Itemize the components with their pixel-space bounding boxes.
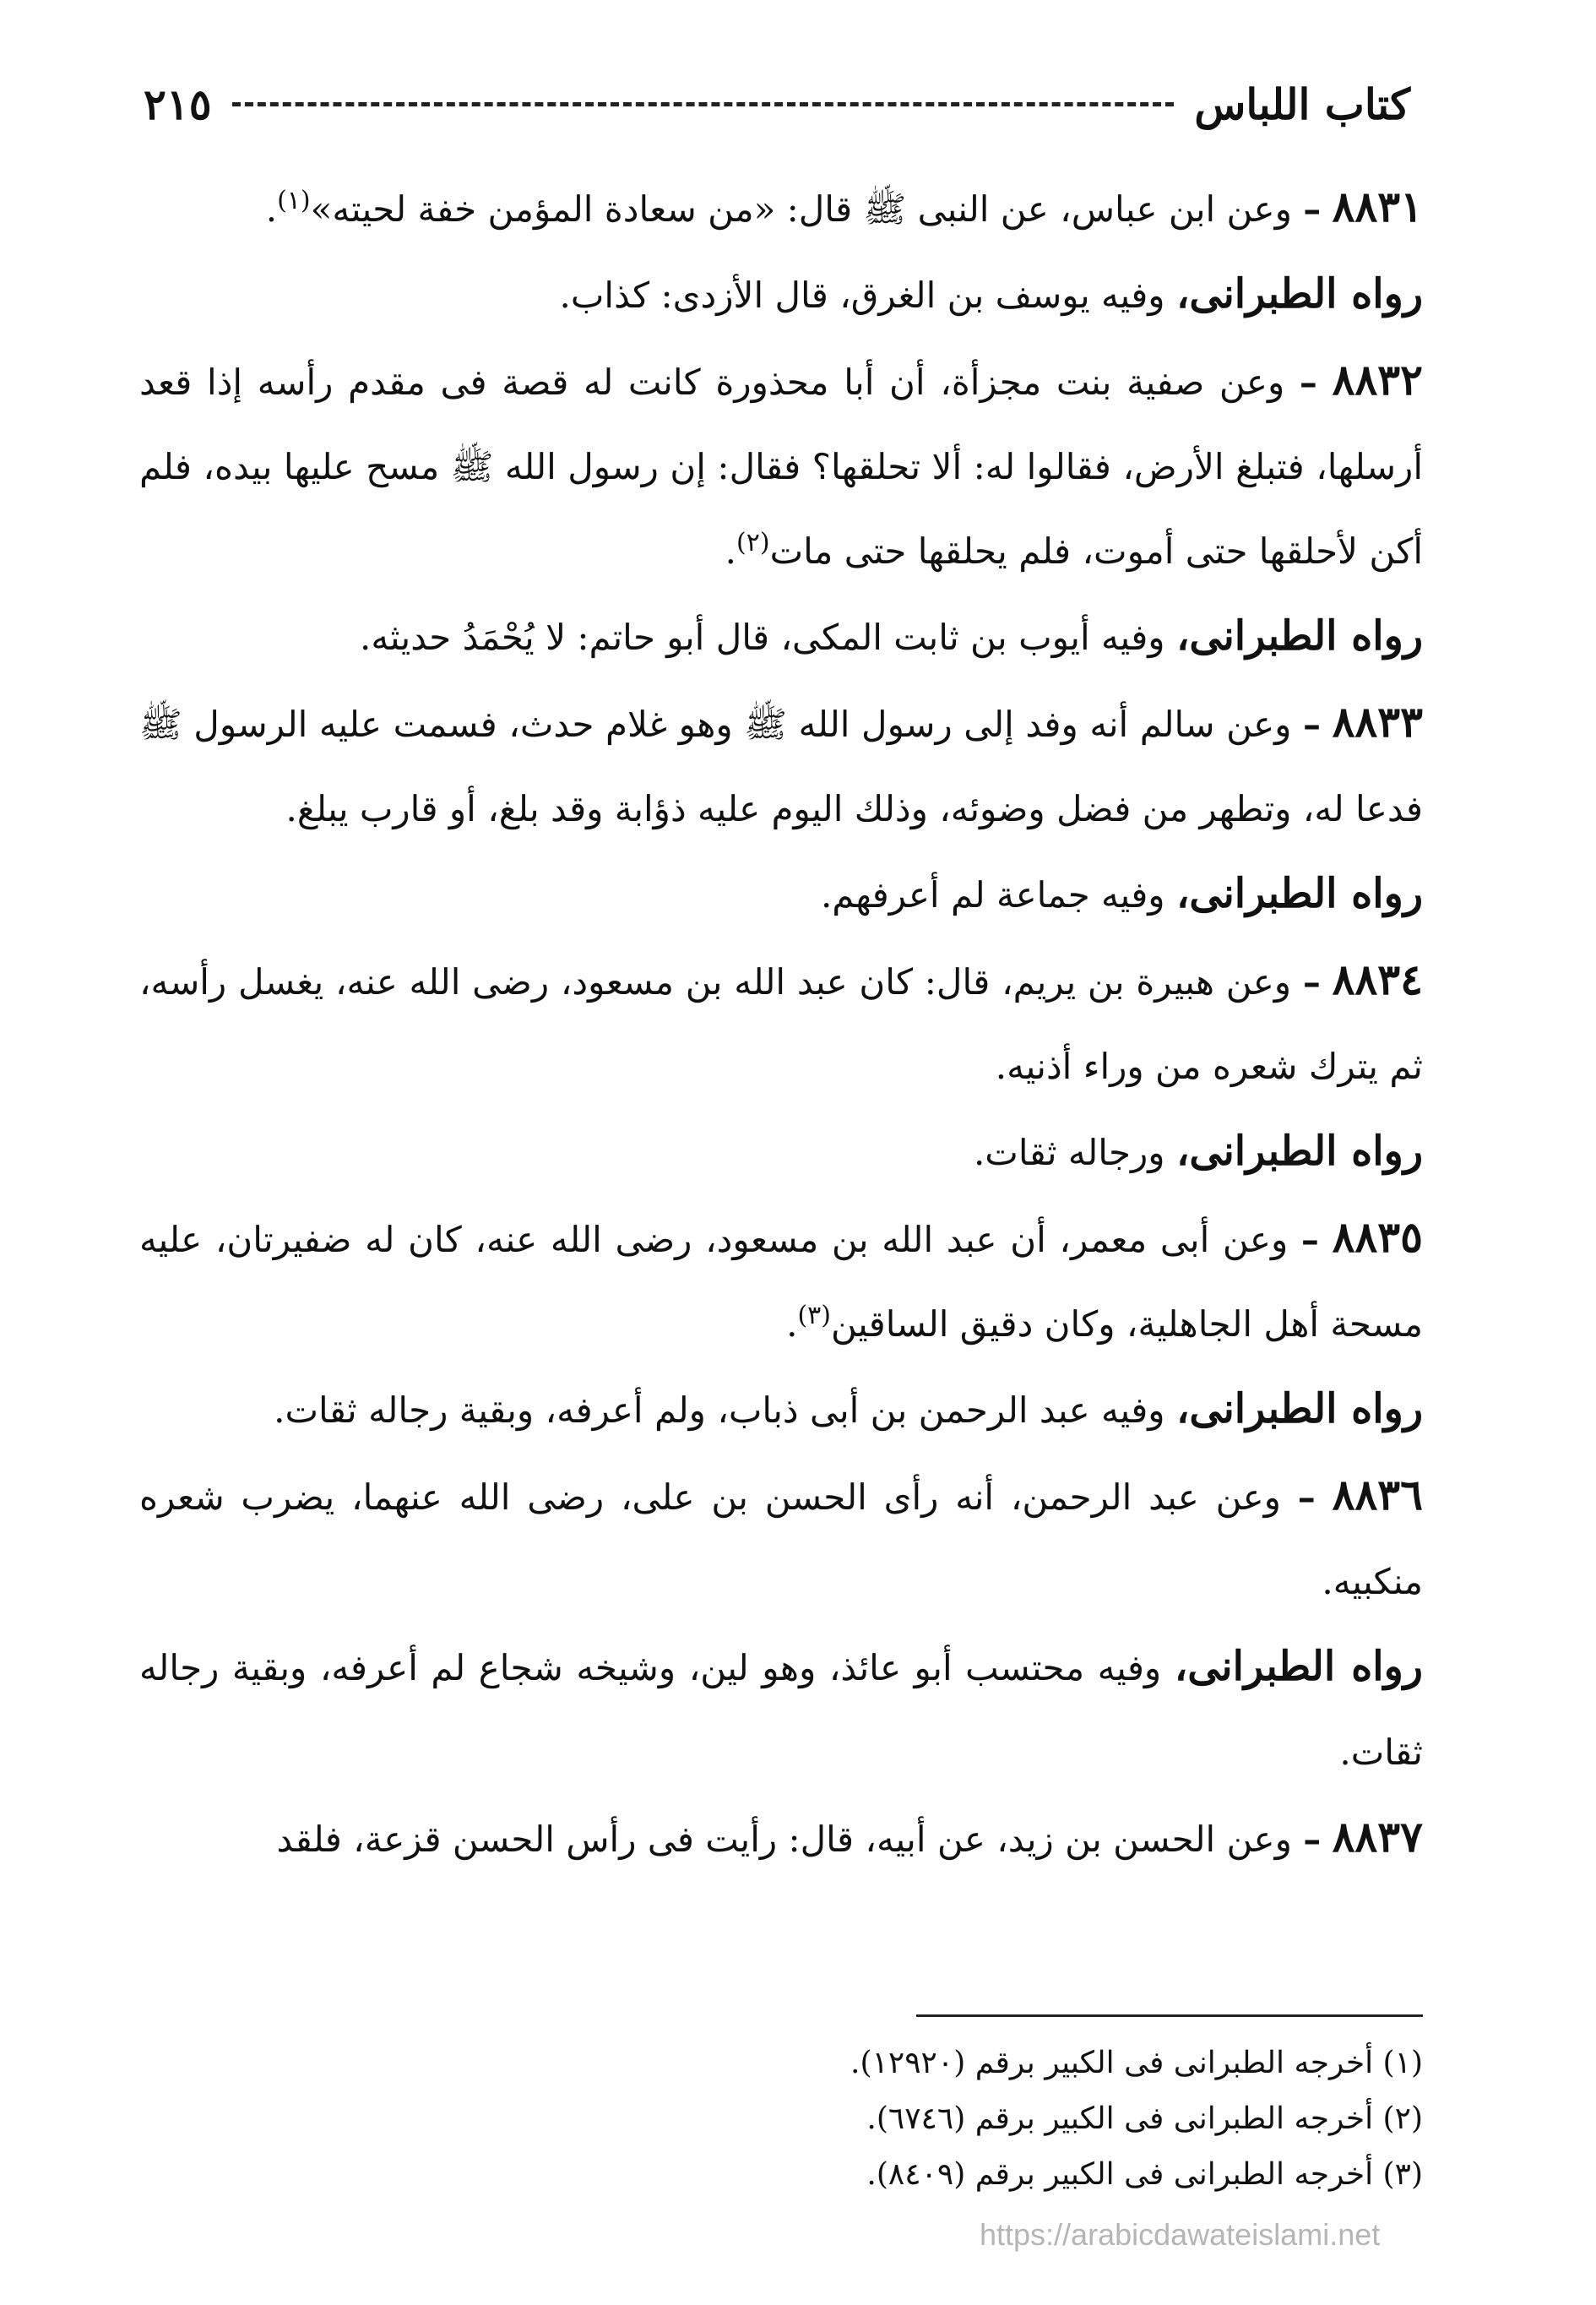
- page-number: ٢١٥: [144, 79, 212, 129]
- entry-dash: –: [1300, 1219, 1319, 1260]
- footnotes: [139, 2036, 1423, 2203]
- hadith-number: ٨٨٣٢: [1332, 355, 1423, 405]
- hadith-text: وعن الحسن بن زيد، عن أبيه، قال: رأيت فى رأس الحسن قزعة، فلقد: [276, 1818, 1292, 1860]
- entry-dash: –: [1297, 1476, 1316, 1518]
- footnote: (١) أخرجه الطبرانى فى الكبير برقم (١٢٩٢٠).: [850, 2046, 1423, 2080]
- hadith-text: وعن سالم أنه وفد إلى رسول الله ﷺ وهو غلام حدث، فسمت عليه الرسول ﷺ فدعا له، وتطهر من فضل وضوئه، وذلك اليوم عليه ذؤابة وقد بلغ، أو قارب يبلغ.: [139, 704, 1423, 829]
- hadith-end: .: [786, 1303, 798, 1345]
- narration-note: [139, 1109, 1423, 1195]
- footnote-ref: (١): [277, 186, 311, 215]
- hadith-number: ٨٨٣٣: [1332, 697, 1423, 747]
- entry-dash: –: [1302, 704, 1321, 745]
- hadith-number: ٨٨٣٧: [1332, 1812, 1423, 1862]
- footnote-separator: [916, 2014, 1423, 2017]
- hadith-number: ٨٨٣٤: [1332, 954, 1423, 1004]
- hadith-entry: [139, 165, 1423, 252]
- hadith-number: ٨٨٣٦: [1332, 1470, 1423, 1519]
- entry-dash: –: [1302, 961, 1321, 1003]
- footnote: (٣) أخرجه الطبرانى فى الكبير برقم (٨٤٠٩).: [866, 2157, 1423, 2192]
- hadith-text: وعن هبيرة بن يريم، قال: كان عبد الله بن مسعود، رضى الله عنه، يغسل رأسه، ثم يترك شعره من وراء أذنيه.: [139, 961, 1423, 1087]
- entry-dash: –: [1303, 188, 1322, 230]
- hadith-text: وعن صفية بنت مجزأة، أن أبا محذورة كانت له قصة فى مقدم رأسه إذا قعد أرسلها، فتبلغ الأرض، فقالوا له: ألا تحلقها؟ فقال: إن رسول الله ﷺ مسح عليها بيده، فلم أكن لأحلقها حتى أموت، فلم يحلقها حتى مات: [139, 362, 1423, 572]
- hadith-text: وعن أبى معمر، أن عبد الله بن مسعود، رضى الله عنه، كان له ضفيرتان، عليه مسحة أهل الجاهلية، وكان دقيق الساقين: [139, 1219, 1423, 1345]
- hadith-entry: [139, 1453, 1423, 1624]
- main-text: [139, 165, 1423, 1882]
- hadith-text: وعن ابن عباس، عن النبى ﷺ قال: «من سعادة المؤمن خفة لحيته»: [310, 188, 1292, 230]
- entry-dash: –: [1299, 362, 1317, 403]
- footnote: (٢) أخرجه الطبرانى فى الكبير برقم (٦٧٤٦).: [866, 2101, 1423, 2136]
- header-dashed-rule: [232, 102, 1175, 106]
- page-header: [144, 74, 1410, 133]
- footnote-ref: (٣): [797, 1301, 831, 1330]
- watermark-url: https://arabicdawateislami.net: [980, 2217, 1381, 2252]
- narration-text: ورجاله ثقات.: [973, 1132, 1165, 1173]
- narration-note: [139, 851, 1423, 938]
- entry-dash: –: [1303, 1818, 1322, 1860]
- running-title: كتاب اللباس: [1194, 79, 1410, 129]
- narration-lead: رواه الطبرانى،: [1175, 1128, 1423, 1175]
- hadith-number: ٨٨٣٥: [1332, 1212, 1423, 1262]
- narration-lead: رواه الطبرانى،: [1175, 870, 1423, 917]
- footnote-ref: (٢): [736, 528, 770, 557]
- hadith-entry: [139, 938, 1423, 1109]
- narration-lead: رواه الطبرانى،: [1175, 270, 1423, 318]
- hadith-end: .: [725, 530, 736, 572]
- narration-text: وفيه يوسف بن الغرق، قال الأزدى: كذاب.: [559, 275, 1165, 316]
- narration-lead: رواه الطبرانى،: [1174, 1643, 1423, 1690]
- hadith-entry: [139, 1795, 1423, 1882]
- hadith-entry: [139, 1195, 1423, 1367]
- narration-note: [139, 252, 1423, 338]
- hadith-text: وعن عبد الرحمن، أنه رأى الحسن بن على، رضى الله عنهما، يضرب شعره منكبيه.: [139, 1476, 1423, 1602]
- narration-note: [139, 594, 1423, 680]
- narration-text: وفيه جماعة لم أعرفهم.: [820, 874, 1165, 916]
- hadith-number: ٨٨٣١: [1332, 182, 1423, 231]
- narration-note: [139, 1367, 1423, 1453]
- hadith-entry: [139, 338, 1423, 594]
- narration-lead: رواه الطبرانى،: [1175, 612, 1423, 660]
- narration-text: وفيه أيوب بن ثابت المكى، قال أبو حاتم: لا يُحْمَدُ حديثه.: [360, 617, 1165, 658]
- narration-text: وفيه محتسب أبو عائذ، وهو لين، وشيخه شجاع لم أعرفه، وبقية رجاله ثقات.: [139, 1647, 1423, 1773]
- narration-note: [139, 1624, 1423, 1795]
- narration-lead: رواه الطبرانى،: [1175, 1385, 1423, 1432]
- narration-text: وفيه عبد الرحمن بن أبى ذباب، ولم أعرفه، وبقية رجاله ثقات.: [274, 1389, 1165, 1431]
- hadith-end: .: [265, 188, 278, 230]
- hadith-entry: [139, 680, 1423, 851]
